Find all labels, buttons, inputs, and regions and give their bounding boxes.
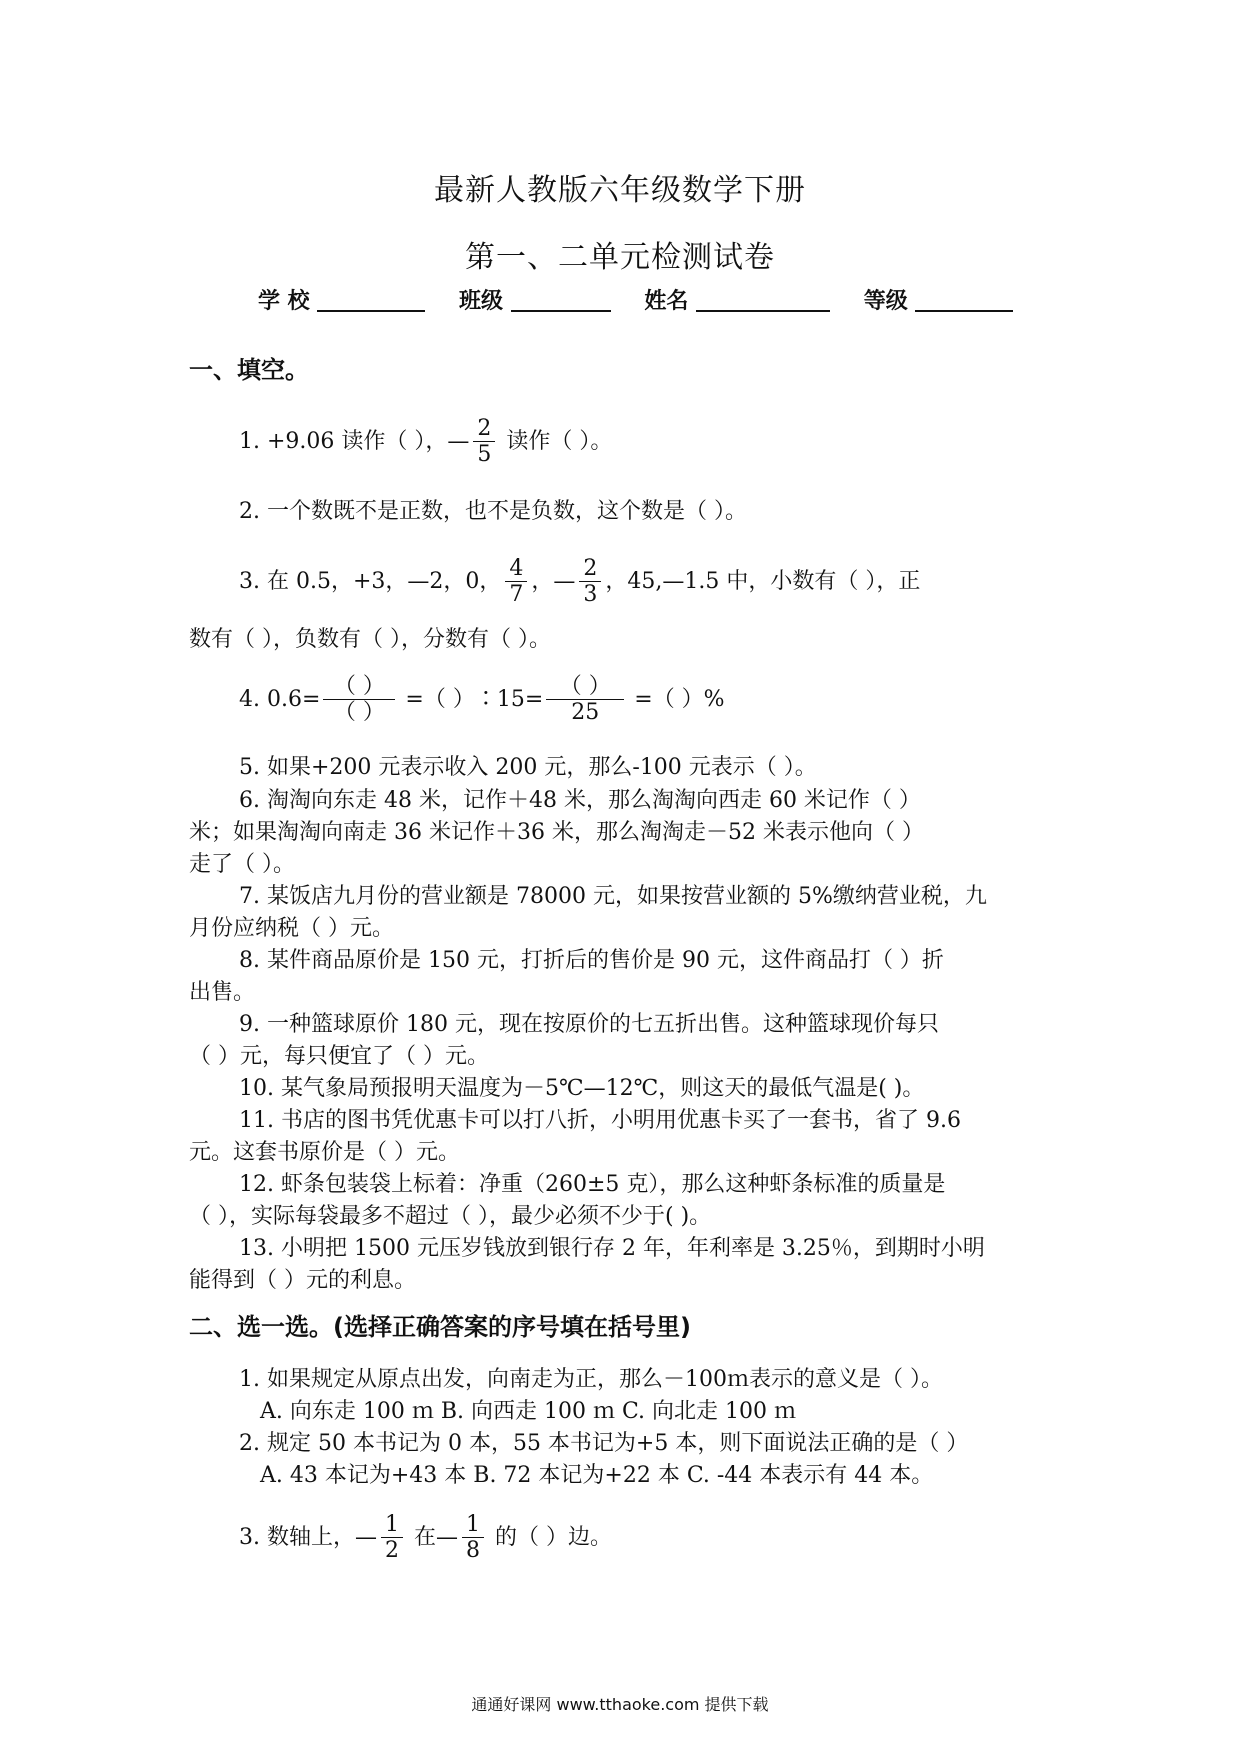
question-7-line1: 7. 某饭店九月份的营业额是 78000 元，如果按营业额的 5%缴纳营业税，九 <box>239 884 987 909</box>
fraction: $\frac{2}{3}$ <box>579 556 601 608</box>
question-8-line1: 8. 某件商品原价是 150 元，打折后的售价是 90 元，这件商品打（ ）折 <box>239 948 944 973</box>
question-12-line1: 12. 虾条包装袋上标着：净重（260±5 克），那么这种虾条标准的质量是 <box>239 1172 946 1197</box>
question-6-line3: 走了（ ）。 <box>189 852 295 877</box>
choice-question-2: 2. 规定 50 本书记为 0 本，55 本书记为+5 本，则下面说法正确的是（ ） <box>239 1431 969 1456</box>
question-12-line2: （ ），实际每袋最多不超过（ ），最少必须不少于( )。 <box>189 1204 712 1229</box>
question-6-line2: 米；如果淘淘向南走 36 米记作＋36 米，那么淘淘走－52 米表示他向（ ） <box>189 820 924 845</box>
fraction: $\frac{1}{2}$ <box>381 1512 403 1564</box>
student-info-row <box>258 284 1013 315</box>
footer-credit: 通通好课网 www.tthaoke.com 提供下载 <box>471 1695 769 1714</box>
grade-blank[interactable] <box>915 288 1013 312</box>
page-subtitle: 第一、二单元检测试卷 <box>465 240 775 275</box>
choice-question-1: 1. 如果规定从原点出发，向南走为正，那么－100ｍ表示的意义是（ ）。 <box>239 1367 943 1392</box>
question-10: 10. 某气象局预报明天温度为－5℃—12℃，则这天的最低气温是( )。 <box>239 1076 925 1101</box>
choice-question-1-options: A. 向东走 100 ｍ B. 向西走 100 ｍ C. 向北走 100 ｍ <box>260 1399 796 1424</box>
question-9-line2: （ ）元，每只便宜了（ ）元。 <box>189 1044 489 1069</box>
school-label: 学 校 <box>258 289 310 314</box>
fraction: $\frac{( )}{( )}$ <box>324 674 394 726</box>
class-blank[interactable] <box>511 288 611 312</box>
question-7-line2: 月份应纳税（ ）元。 <box>189 916 394 941</box>
question-9-line1: 9. 一种篮球原价 180 元，现在按原价的七五折出售。这种篮球现价每只 <box>239 1012 939 1037</box>
section2-heading: 二、选一选。(选择正确答案的序号填在括号里) <box>189 1313 691 1341</box>
name-blank[interactable] <box>696 288 830 312</box>
grade-label: 等级 <box>863 289 908 314</box>
fraction: $\frac{1}{8}$ <box>462 1512 484 1564</box>
question-5: 5. 如果+200 元表示收入 200 元，那么-100 元表示（ ）。 <box>239 755 817 780</box>
choice-question-3: 3. 数轴上，— $\frac{1}{2}$ 在— $\frac{1}{8}$ 的（ ）边。 <box>239 1512 612 1564</box>
question-13-line2: 能得到（ ）元的利息。 <box>189 1268 416 1293</box>
choice-question-2-options: A. 43 本记为+43 本 B. 72 本记为+22 本 C. -44 本表示有 44 本。 <box>260 1463 934 1488</box>
page-title: 最新人教版六年级数学下册 <box>434 173 806 208</box>
question-13-line1: 13. 小明把 1500 元压岁钱放到银行存 2 年，年利率是 3.25％，到期时小明 <box>239 1236 985 1261</box>
class-label: 班级 <box>459 289 504 314</box>
section1-heading: 一、填空。 <box>189 356 309 384</box>
question-3-continued: 数有（ ），负数有（ ），分数有（ ）。 <box>189 627 551 652</box>
question-2: 2. 一个数既不是正数，也不是负数，这个数是（ ）。 <box>239 499 747 524</box>
question-8-line2: 出售。 <box>189 980 256 1005</box>
question-6-line1: 6. 淘淘向东走 48 米，记作＋48 米，那么淘淘向西走 60 米记作（ ） <box>239 788 921 813</box>
question-3: 3. 在 0.5，+3，—2，0， $\frac{4}{7}$ ，— $\frac{2}{3}$ ，45,—1.5 中，小数有（ ），正 <box>239 556 921 608</box>
question-4: 4. 0.6= $\frac{( )}{( )}$ =（ ）∶15= $\frac{( )}{25}$ =（ ）% <box>239 674 725 726</box>
question-11-line2: 元。这套书原价是（ ）元。 <box>189 1140 460 1165</box>
school-blank[interactable] <box>317 288 425 312</box>
name-label: 姓名 <box>644 289 689 314</box>
fraction: $\frac{( )}{25}$ <box>547 674 623 726</box>
question-11-line1: 11. 书店的图书凭优惠卡可以打八折，小明用优惠卡买了一套书，省了 9.6 <box>239 1108 961 1133</box>
question-1: 1. +9.06 读作（ ），— $\frac{2}{5}$ 读作（ ）。 <box>239 416 613 468</box>
fraction: $\frac{4}{7}$ <box>505 556 527 608</box>
fraction: $\frac{2}{5}$ <box>473 416 495 468</box>
